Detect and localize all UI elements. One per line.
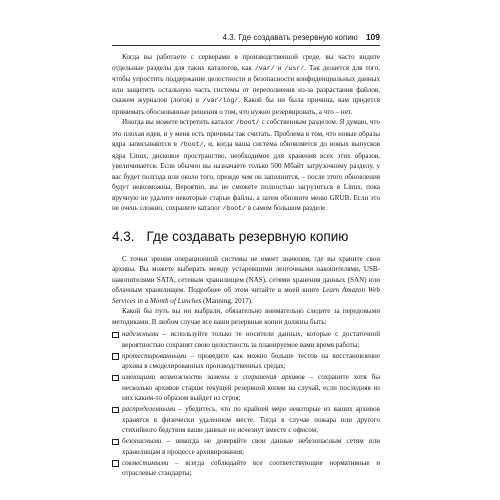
checkbox-bullet-icon xyxy=(112,332,119,339)
paragraph-4: Какой бы путь вы ни выбрали, обязательно внимательно следите за передовыми методиками. В любом случае все ваши резервные копии должны быть: xyxy=(112,307,380,326)
checkbox-bullet-icon xyxy=(112,375,119,382)
path-usr: /usr/ xyxy=(284,64,305,72)
requirements-list xyxy=(112,329,380,479)
header-rule xyxy=(112,45,380,46)
running-header xyxy=(112,31,380,43)
checkbox-bullet-icon xyxy=(112,353,119,360)
list-item: протестированными – проведите как можно больше тестов на восстановление архива в смоделированных производственных средах; xyxy=(112,351,380,372)
path-var: /var/ xyxy=(254,64,275,72)
header-title: 4.3. Где создавать резервную копию xyxy=(222,32,358,42)
checkbox-bullet-icon xyxy=(112,460,119,467)
paragraph-2: Иногда вы можете встретить каталог /boot/ с собственным разделом. Я думаю, что это плохая идея, и у меня есть причины так считать. Проблема в том, что новые образы ядра записываются в /boot/, и, когда ваша система обновляется до новых выпусков ядра Linux, дисковое пространство, необходимое для хранения всех этих образов, увеличивается. Если обычно вы назначаете только 500 Мбайт загрузочному разделу, у вас будет полгода или около того, прежде чем он заполнится, – после этого обновления будут невозможны. Вероятно, вы не сможете полностью загрузиться в Linux, пока вручную не удалите некоторые старые файлы, а затем обновите меню GRUB. Если это не очень сложно, сохраните каталог /boot/ в самом большом разделе. xyxy=(112,118,381,212)
book-title: Learn Amazon Web Services in a Month of Lunches xyxy=(112,286,380,305)
paragraph-1: Когда вы работаете с серверами в производственной среде, вы часто видите отдельные разделы для таких каталогов, как /var/ и /usr/. Так делается для того, чтобы упростить поддержание целостности и безопасности конфиденциальных данных или защитить остальную часть системы от переполнения из-за разрастания файлов, скажем журналов (логов) в /var/log/. Какой бы ни была причина, вам придется принимать обоснованные решения о том, что нужно резервировать, а что – нет. xyxy=(112,53,381,116)
section-number: 4.3. xyxy=(112,228,135,244)
list-item: надежными – используйте только те носители данных, которые с достаточной вероятностью сохранят свою целостность за планируемое вами время работы; xyxy=(112,329,380,350)
path-boot: /boot/ xyxy=(235,119,260,126)
checkbox-bullet-icon xyxy=(112,407,119,414)
path-var-log: /var/log/ xyxy=(202,97,239,104)
paragraph-3: С точки зрения операционной системы не имеет значения, где вы храните свои архивы. Вы можете выбирать между устаревшими ленточными накопителями, USB-накопителями SATA, сетевым хранилищем (NAS), сетями хранения данных (SAN) или облачным хранилищем. Подробнее об этом читайте в моей книге Learn Amazon Web Services in a Month of Lunches (Manning, 2017). xyxy=(112,254,380,305)
section-heading xyxy=(112,229,380,245)
checkbox-bullet-icon xyxy=(112,439,119,446)
page-body xyxy=(112,52,380,479)
path-boot: /boot/ xyxy=(179,141,204,148)
list-item: имеющими возможность замены и сохранения архивов – сохраните хотя бы несколько архивов старше текущей резервной копии на случай, если последняя из них каким-то образом выйдет из строя; xyxy=(112,372,380,404)
list-item: совместимыми – всегда соблюдайте все соответствующие нормативные и отраслевые стандарты; xyxy=(112,458,380,479)
page-number: 109 xyxy=(365,32,380,42)
section-title: Где создавать резервную копию xyxy=(146,228,349,244)
list-item: распределенными – убедитесь, что по крайней мере некоторые из ваших архивов хранятся в физически удаленном месте. Тогда в случае пожара или другого стихийного бедствия ваши данные не исчезнут вместе с офисом; xyxy=(112,404,380,436)
path-boot: /boot/ xyxy=(222,205,247,212)
list-item: безопасными – никогда не доверяйте свои данные небезопасным сетям или хранилищам в процессе архивирования; xyxy=(112,436,380,457)
